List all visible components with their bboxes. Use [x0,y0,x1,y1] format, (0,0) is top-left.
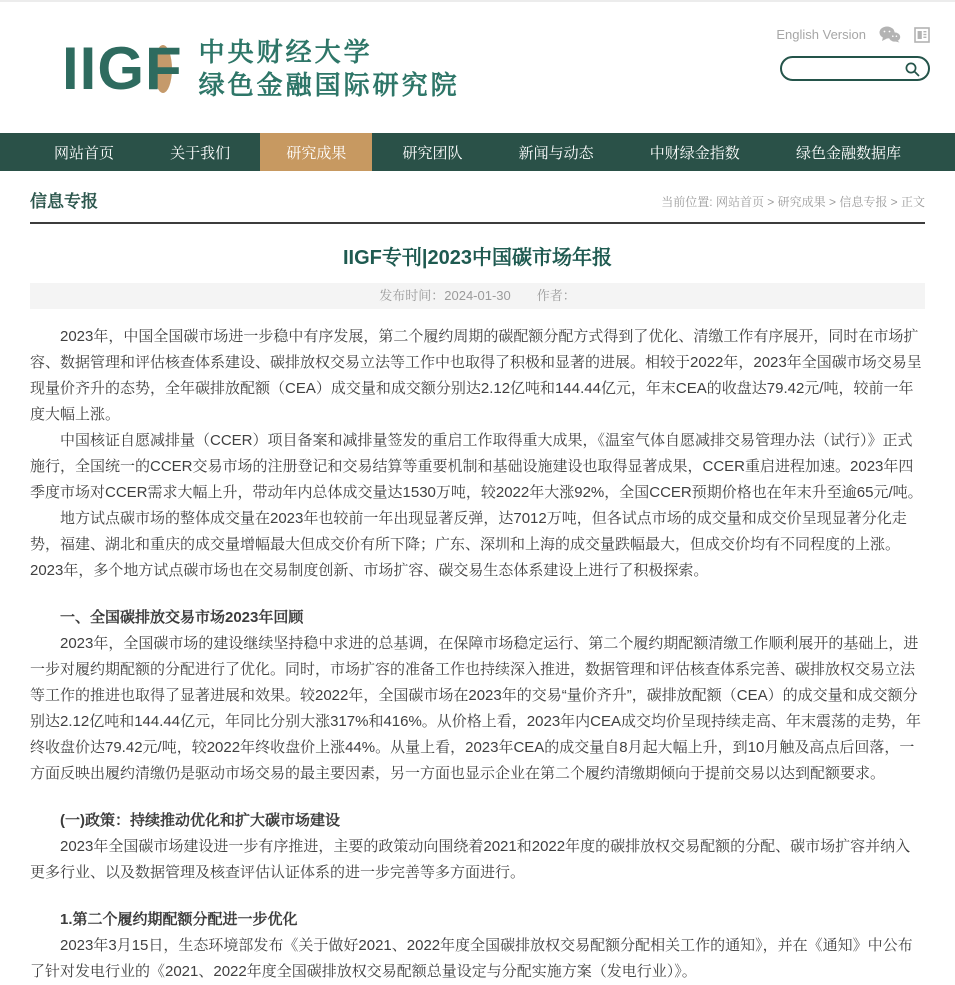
wechat-icon[interactable] [879,26,901,43]
article-meta-bar [30,283,925,309]
org-name-line1: 中央财经大学 [198,37,373,67]
nav-item-team[interactable]: 研究团队 [402,144,463,162]
publish-date: 2024-01-30 [444,288,511,303]
section-heading: (一)政策：持续推动优化和扩大碳市场建设 [60,812,340,829]
article-paragraph: 中国核证自愿减排量（CCER）项目备案和减排量签发的重启工作取得重大成果，《温室气体自愿减排交易管理办法（试行）》正式施行，全国统一的CCER交易市场的注册登记和交易结算等重要机制和基础设施建设也取得显著成果，CCER重启进程加速。2023年四季度市场对CCER需求大幅上升，带动年内总体成交量达1530万吨，较2022年大涨92%，全国CCER预期价格也在年末升至逾65元/吨。 [30,432,923,501]
article-paragraph: 2023年，中国全国碳市场进一步稳中有序发展，第二个履约周期的碳配额分配方式得到了优化、清缴工作有序展开，同时在市场扩容、数据管理和评估核查体系建设、碳排放权交易立法等工作中也取得了积极和显著的进展。相较于2022年，2023年全国碳市场交易呈现量价齐升的态势，全年碳排放配额（CEA）成交量和成交额分别达2.12亿吨和144.44亿元，年末CEA的收盘达79.42元/吨，较前一年度大幅上涨。 [30,328,922,423]
section-heading: 1.第二个履约期配额分配进一步优化 [60,911,298,928]
page-title: IIGF专刊|2023中国碳市场年报 [343,247,612,269]
nav-item-database[interactable]: 绿色金融数据库 [795,144,901,162]
breadcrumb[interactable]: 当前位置: 网站首页 > 研究成果 > 信息专报 > 正文 [661,195,925,209]
article-paragraph: 地方试点碳市场的整体成交量在2023年也较前一年出现显著反弹，达7012万吨，但各试点市场的成交量和成交价呈现显著分化走势，福建、湖北和重庆的成交量增幅最大但成交价有所下降；广东、深圳和上海的成交量跌幅最大，但成交价均有不同程度的上涨。2023年，多个地方试点碳市场也在交易制度创新、市场扩容、碳交易生态体系建设上进行了积极探索。 [30,510,907,579]
article-paragraph: 2023年3月15日，生态环境部发布《关于做好2021、2022年度全国碳排放权交易配额分配相关工作的通知》，并在《通知》中公布了针对发电行业的《2021、2022年度全国碳排放权交易配额总量设定与分配实施方案（发电行业）》。 [30,937,913,980]
section-heading: 一、全国碳排放交易市场2023年回顾 [60,609,304,626]
nav-item-research-active[interactable]: 研究成果 [260,133,372,171]
main-nav [0,133,955,171]
org-name-line2: 绿色金融国际研究院 [198,70,460,100]
nav-item-about[interactable]: 关于我们 [170,144,231,162]
search-box [780,56,930,81]
article-paragraph: 2023年全国碳市场建设进一步有序推进，主要的政策动向围绕着2021和2022年度的碳排放权交易配额的分配、碳市场扩容并纳入更多行业、以及数据管理及核查评估认证体系的进一步完善等多方面进行。 [30,838,911,881]
section-title: 信息专报 [30,192,98,211]
content-area [30,171,925,985]
site-header [0,2,955,133]
nav-item-home[interactable]: 网站首页 [54,144,115,162]
article-body [30,309,925,985]
article-paragraph: 2023年，全国碳市场的建设继续坚持稳中求进的总基调，在保障市场稳定运行、第二个履约期配额清缴工作顺利展开的基础上，进一步对履约期配额的分配进行了优化。同时，市场扩容的准备工作也持续深入推进，数据管理和评估核查体系完善、碳排放权交易立法等工作的推进也取得了显著进展和效果。较2022年，全国碳市场在2023年的交易“量价齐升”，碳排放配额（CEA）的成交量和成交额分别达2.12亿吨和144.44亿元，年同比分别大涨317%和416%。从价格上看，2023年内CEA成交均价呈现持续走高、年末震荡的走势，年终收盘价达79.42元/吨，较2022年终收盘价上涨44%。从量上看，2023年CEA的成交量自8月起大幅上升，到10月触及高点后回落，一方面反映出履约清缴仍是驱动市场交易的最主要因素，另一方面也显示企业在第二个履约清缴期倾向于提前交易以达到配额要求。 [30,635,922,782]
author-label: 作者： [536,288,576,303]
org-name [199,32,460,102]
logo-text: IIGF [62,35,183,102]
journal-icon[interactable] [914,27,930,43]
iigf-logo[interactable] [62,32,460,106]
header-right [776,26,930,81]
nav-item-news[interactable]: 新闻与动态 [518,144,594,162]
breadcrumb-row [30,171,925,224]
nav-item-index[interactable]: 中财绿金指数 [649,144,740,162]
iigf-logo-mark [62,32,183,106]
publish-time-label: 发布时间： [379,288,445,303]
english-version-link[interactable]: English Version [776,27,866,42]
search-icon[interactable] [904,61,921,83]
top-links [776,26,930,43]
